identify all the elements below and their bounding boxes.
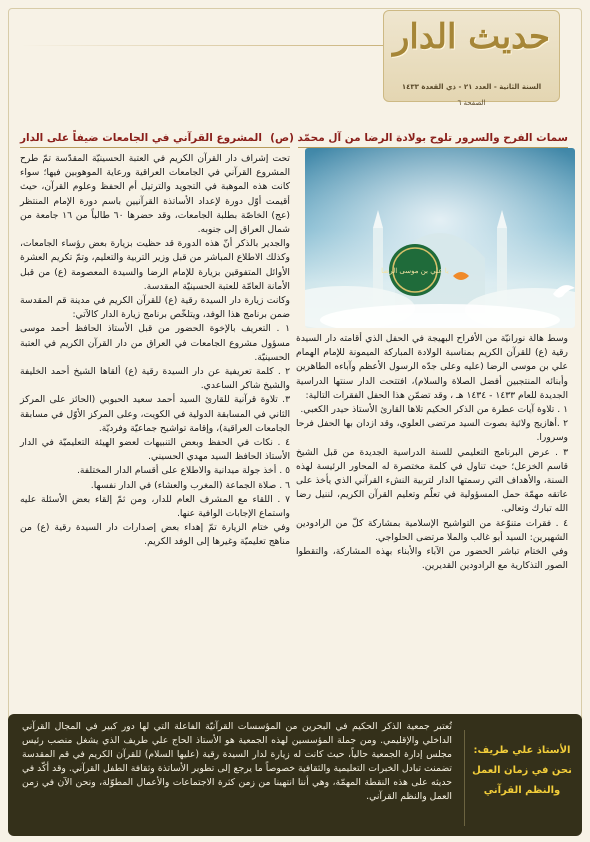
interview-heading xyxy=(472,741,572,801)
emblem-calligraphy: يا علي بن موسى الرضا xyxy=(381,267,449,275)
right-article-title: سمات الفرح والسرور تلوح بولادة الرضا من آل محمّد (ص) xyxy=(270,132,568,144)
left-item-1: ١ . التعريف بالإخوة الحضور من قبل الأستاذ الحافظ أحمد موسى مسؤول مشروع الجامعات في العراق من دار القرآن الكريم في العتبة الحسينيّة. xyxy=(20,323,290,363)
right-item-3: ٣ . عرض البرنامج التعليمي للسنة الدراسية الجديدة من قبل الشيخ قاسم الخزعل؛ حيث تناول في كلمة مختصرة له المحاور الرئيسة لهذه السنة، والأهداف التي رسمتها الدار لتربية النشء القرآني الذي يأخذ على عاتقه مهمّة حمل المسؤولية في تعلّم وتعليم القرآن الكريم، لننيل رضا الله تبارك وتعالى. xyxy=(296,446,568,515)
header-decoration xyxy=(20,45,390,46)
right-item-1: ١ . تلاوة آيات عطرة من الذكر الحكيم تلاها القارئ الأستاذ حيدر الكعبي. xyxy=(300,404,568,416)
issue-info: السنة الثانية - العدد ٢١ - ذي القعدة ١٤٣٣ xyxy=(401,83,542,91)
left-item-2: ٢ . كلمة تعريفية عن دار السيدة رقية (ع) ألقاها الشيخ أحمد الخليفة والشيخ شاكر الساعدي. xyxy=(20,366,290,392)
left-para-1: تحت إشراف دار القرآن الكريم في العتبة الحسينيّة المقدّسة تمّ طرح المشروع القرآني في الجامعات العراقية ورعاية الموهوبين فيها؛ سواء كانت هذه الموهبة في التجويد والترتيل أم الحفظ وعلوم القرآن، حيث أقيمت أوّل دورة لإعداد الأساتذة القرآنيين باسم دورة الإمام المنتظر (عج) الخاصّة بطلبة الجامعات، وقد حضرها ٦٠ طالباً من ١٦ جامعة من شمال العراق إلى جنوبه. xyxy=(20,153,291,236)
left-item-4: ٤ . نكات في الحفظ وبعض التنبيهات لعضو الهيئة التعليميّة في الدار الأستاذ الحافظ السيد مهدي الحسيني. xyxy=(20,437,290,463)
left-para-closing: وفي ختام الزيارة تمّ إهداء بعض إصدارات دار السيدة رقية (ع) من مناهج تعليميّة وغيرها إلى الوفد الكريم. xyxy=(20,522,290,548)
right-item-2: ٢ .أهازيج ولائية بصوت السيد مرتضى العلوي، وقد ازدان بها الحفل فرحا وسرورا. xyxy=(296,418,568,444)
interview-name: الأستاذ علي طريف: xyxy=(473,745,571,756)
interview-text xyxy=(22,720,452,804)
masthead-title: حديث الدار xyxy=(392,17,551,57)
left-para-2: والجدير بالذكر أنّ هذه الدورة قد حظيت بزيارة بعض رؤساء الجامعات، وكذلك الاطلاع المباشر من قبل وزير التربية والتعليم، وتمّ تكريم العشرة الأوائل المتفوقين بزيارة للإمام الرضا والسيدة المعصومة (ع) من قبل الأمانة العامّة للعتبة الحسينيّة المقدسة. xyxy=(20,238,290,292)
box-divider xyxy=(464,730,465,826)
interview-headline-2: والنظم القرآني xyxy=(483,785,561,796)
page-number: الصفحة ٦ xyxy=(457,99,486,107)
left-article-title: المشروع القرآني في الجامعات ضيفاً على الدار xyxy=(20,132,262,144)
masthead xyxy=(383,10,560,107)
title-rule xyxy=(20,147,290,148)
left-item-3: ٣. تلاوة قرآنية للقارئ السيد أحمد سعيد الحبوبي (الحائز على المركز الثاني في المسابقة الدولية في الكويت، وعلى المركز الأوّل في مسابقة الجامعات العراقية)، وإقامة تواشيح جماعيّة وفرديّة. xyxy=(20,394,290,434)
left-article-body xyxy=(20,152,290,550)
right-para-closing: وفي الختام تباشر الحضور من الآباء والأبناء بهذه المشاركة، والتقطوا الصور التذكارية مع الرادودين القديرين. xyxy=(296,546,568,572)
interview-headline-1: نحن في زمان العمل xyxy=(472,765,572,776)
left-item-7: ٧ . اللقاء مع المشرف العام للدار، ومن ثمّ إلقاء بعض الأسئلة عليه واستماع الإجابات الوافية عنها. xyxy=(20,493,290,520)
right-item-4: ٤ . فقرات متنوّعة من التواشيح الإسلامية بمشاركة كلّ من الرادودين الشهيرين: السيد أبو غالب والملا مرتضى الحلواجي. xyxy=(296,517,568,543)
right-para-intro: وسط هالة نورانيّة من الأفراح البهيجة في الحفل الذي أقامته دار السيدة رقية (ع) للقرآن الكريم بمناسبة الولادة المباركة الميمونة للإمام الهمام علي بن موسى الرضا (عليه وعلى جدّه الرسول الأعظم وآباءه الطاهرين وأبنائه المنتجبين أفضل الصلاة والسلام)، افتتحت الدار سنتها الدراسية الجديدة للعام ١٤٣٣ - ١٤٣٤ هـ ، وقد تضمّن هذا الحفل الفقرات التالية: xyxy=(296,333,568,401)
left-item-5: ٥ . أخذ جولة ميدانية والاطلاع على أقسام الدار المختلفة. xyxy=(76,465,290,477)
celebration-image xyxy=(305,148,575,328)
interview-paragraph: تُعتبر جمعية الذكر الحكيم في البحرين من المؤسسات القرآنيّة الفاعلة التي لها دور كبير في المجال القرآني الداخلي والإقليمي. ومن جملة المؤسسين لهذه الجمعية هو الأستاذ الحاج علي طريف الذي يشغل منصب رئيس مجلس إدارة الجمعية حالياً، حيث كانت له زيارة لدار السيدة رقية (عليها السلام) للقرآن الكريم في قم المقدسة تضمنت تبادل الخبرات التعليمية والثقافية خصوصاً ما يرجع إلى تطوير الأساتذة وثقافة الطفل القرآني. وقد أكّد في حديثه على هذه النقطة المهمّة، وهي أننا انتهينا من زمن كثرة الاجتماعات والأعمال المطوّلة، ونحن الآن في زمن العمل والنظم القرآني. xyxy=(22,721,452,802)
left-item-6: ٦ . صلاة الجماعة (المغرب والعشاء) في الدار نفسها. xyxy=(90,479,290,491)
image-graphic xyxy=(305,148,575,328)
right-article-body xyxy=(296,332,568,573)
left-para-3: وكانت زيارة دار السيدة رقية (ع) للقرآن الكريم في مدينة قم المقدسة ضمن برنامج هذا الوفد، ويتلخّص برنامج زيارة الدار كالآتي: xyxy=(20,295,290,321)
